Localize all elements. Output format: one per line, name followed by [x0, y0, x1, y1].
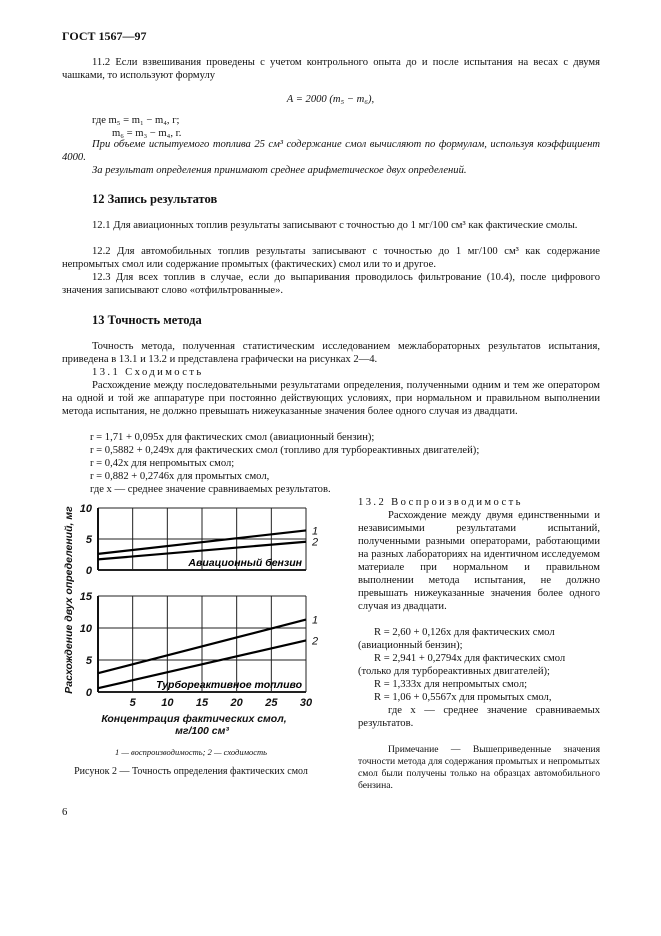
x-axis-unit-label: мг/100 см³ [175, 725, 229, 736]
section-12-heading: 12 Запись результатов [92, 192, 218, 206]
formula-R2-note: (только для турбореактивных двигателей); [358, 666, 550, 677]
series-label: 2 [312, 536, 319, 549]
paragraph-12-2: 12.2 Для автомобильных топлив результаты записывают с точностью до 1 мг/100 см³ как содержание непромытых смол или содержание промытых (фактических) смол или то и другое. [62, 246, 600, 270]
paragraph-12-1: 12.1 Для авиационных топлив результаты записывают с точностью до 1 мг/100 см³ как фактические смолы. [92, 220, 578, 231]
formula-where-1: где m₅ = m₁ − m₄, г; [92, 115, 180, 126]
x-tick-label: 15 [195, 697, 209, 709]
formula-r-where: где x — среднее значение сравниваемых результатов. [90, 484, 331, 495]
subsection-13-1: 13.1 Сходимость [92, 367, 204, 378]
y-tick-label: 10 [79, 623, 92, 635]
formula-where-2: m₆ = m₃ − m₄, г. [112, 128, 182, 139]
formula-R1-note: (авиационный бензин); [358, 640, 463, 651]
x-tick-label: 5 [129, 697, 136, 709]
series-label: 1 [312, 525, 319, 538]
x-tick-label: 20 [230, 697, 243, 709]
panel-annotation: Турбореактивное топливо [156, 679, 302, 691]
formula-a: A = 2000 (m₅ − m₆), [286, 94, 375, 105]
document-header: ГОСТ 1567—97 [62, 29, 147, 43]
figure-caption: Рисунок 2 — Точность определения фактических смол [74, 766, 308, 777]
y-axis-label: Расхождение двух определений, мг [63, 506, 75, 694]
y-tick-label: 5 [85, 534, 92, 546]
y-tick-label: 5 [85, 655, 92, 667]
formula-R-where: где x — среднее значение сравниваемых результатов. [358, 705, 600, 729]
x-tick-label: 25 [265, 697, 278, 709]
paragraph-result: За результат определения принимают среднее арифметическое двух определений. [92, 165, 467, 176]
y-tick-label: 15 [79, 591, 92, 603]
paragraph-13-intro: Точность метода, полученная статистическим исследованием межлабораторных результатов испытания, приведена в 13.1 и 13.2 и представлена графически на рисунках 2—4. [62, 341, 600, 365]
series-label: 2 [312, 635, 319, 648]
y-tick-label: 10 [79, 503, 92, 515]
formula-R3: R = 1,333x для непромытых смол; [374, 679, 528, 690]
paragraph-11-2: 11.2 Если взвешивания проведены с учетом контрольного опыта до и после испытания на весах с двумя чашками, то используют формулу [62, 57, 600, 81]
paragraph-repeatability: Расхождение между последовательными результатами определения, полученными одним и тем же оператором на одной и той же аппаратуре при постоянно действующих условиях, при нормальном и правильном выполнении метода испытания, не должно превышать нижеуказанные значения более одного случая из двадцати. [62, 380, 600, 417]
formula-R1: R = 2,60 + 0,126x для фактических смол [374, 627, 555, 638]
series-label: 1 [312, 614, 319, 627]
x-tick-label: 10 [161, 697, 174, 709]
formula-r3: r = 0,42x для непромытых смол; [90, 458, 235, 469]
formula-r4: r = 0,882 + 0,2746x для промытых смол, [90, 471, 270, 482]
formula-r2: r = 0,5882 + 0,249x для фактических смол (топливо для турбореактивных двигателей); [90, 445, 480, 456]
note-precision: Примечание — Вышеприведенные значения точности метода для содержания промытых и непромытых смол были получены только на образцах автомобильного бензина. [358, 744, 600, 791]
formula-r1: r = 1,71 + 0,095x для фактических смол (авиационный бензин); [90, 432, 375, 443]
formula-R4: R = 1,06 + 0,5567x для промытых смол, [374, 692, 552, 703]
paragraph-reproducibility: Расхождение между двумя единственными и независимыми результатами испытаний, полученными разными операторами, работающими на разных лабораториях на идентичном исследуемом материале при нормальном и правильном выполнении метода испытания, не должно превышать нижеуказанные значения более одного случая из двадцати. [358, 510, 600, 612]
y-tick-label: 0 [85, 687, 92, 699]
figure-legend: 1 — воспроизводимость; 2 — сходимость [114, 747, 268, 757]
paragraph-12-3: 12.3 Для всех топлив в случае, если до выпаривания проводилось фильтрование (10.4), после цифрового значения записывают слово «отфильтрованные». [62, 272, 600, 296]
precision-chart [62, 496, 320, 736]
section-13-heading: 13 Точность метода [92, 313, 202, 327]
paragraph-volume: При объеме испытуемого топлива 25 см³ содержание смол вычисляют по формулам, используя коэффициент 4000. [62, 139, 600, 163]
x-tick-label: 30 [299, 697, 313, 709]
formula-R2: R = 2,941 + 0,2794x для фактических смол [374, 653, 566, 664]
y-tick-label: 0 [85, 565, 92, 577]
panel-annotation: Авиационный бензин [188, 557, 302, 569]
subsection-13-2: 13.2 Воспроизводимость [358, 497, 523, 508]
page-number: 6 [62, 807, 68, 818]
x-axis-label: Концентрация фактических смол, [101, 713, 287, 725]
